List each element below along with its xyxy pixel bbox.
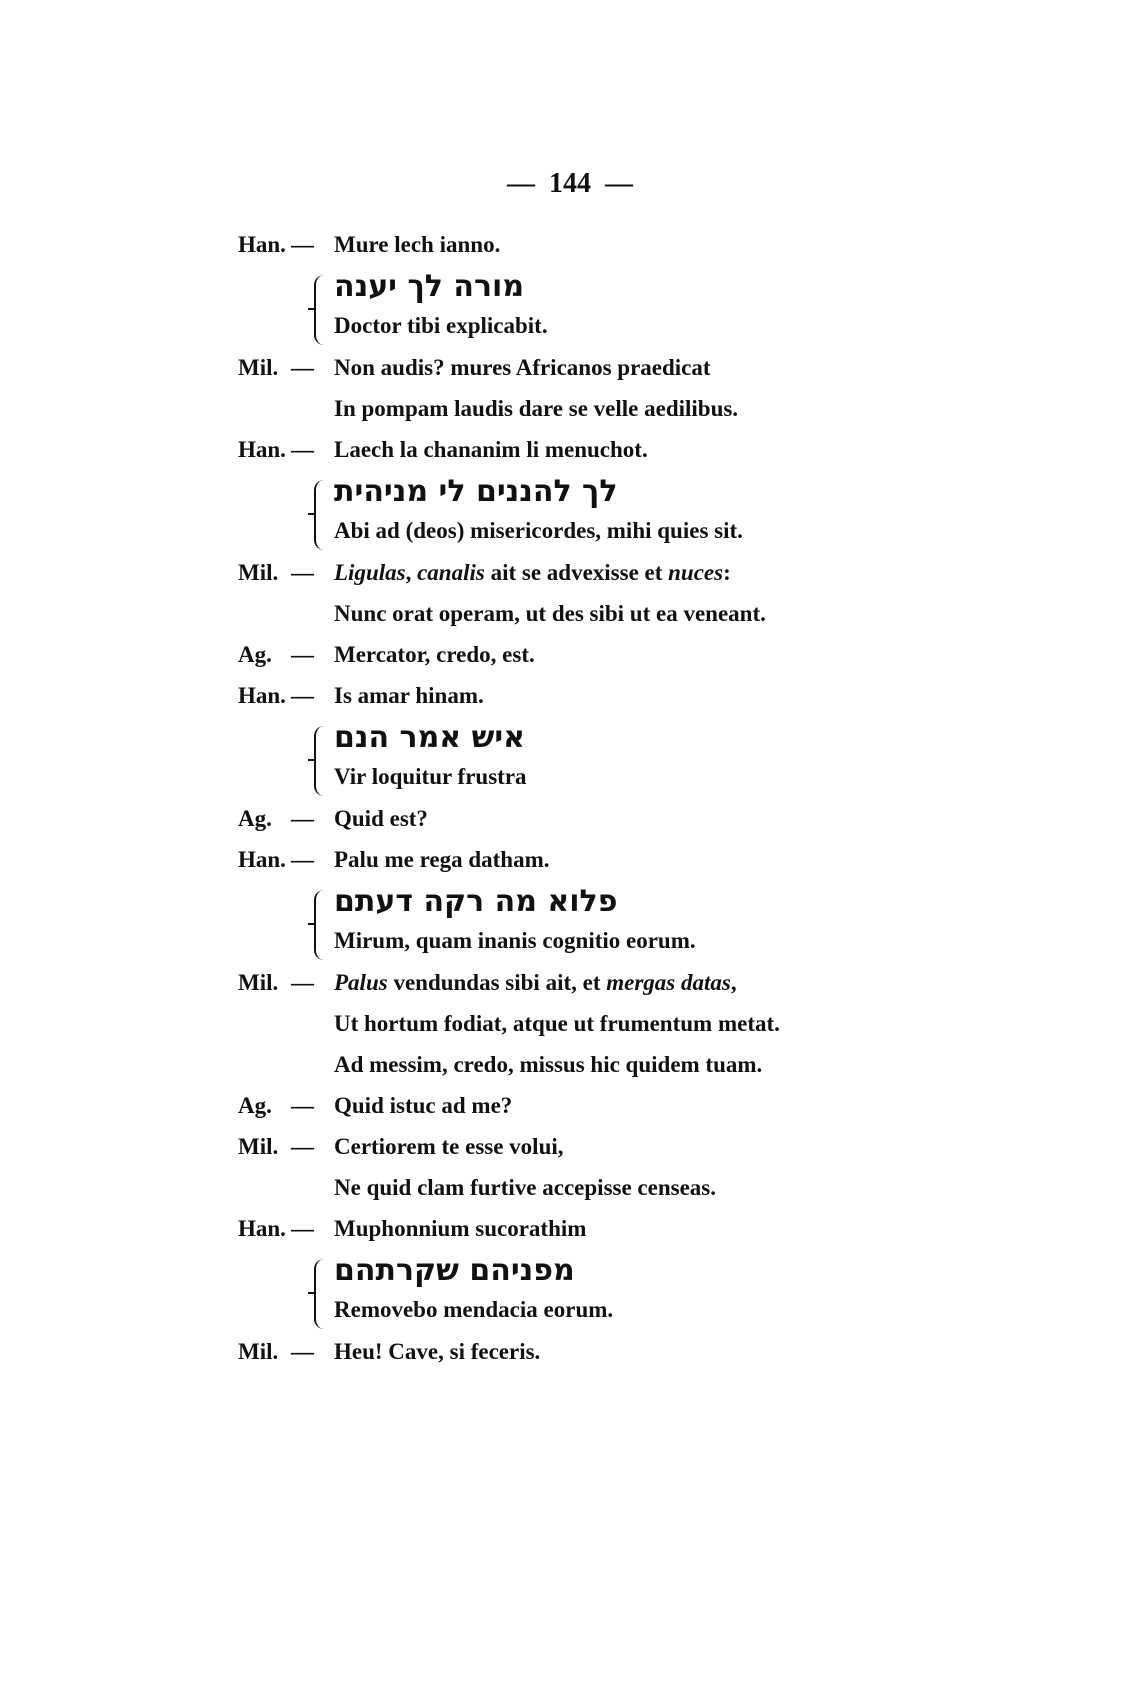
speaker: Han. — [238, 232, 286, 257]
hebrew-text: לך להננים לי מניהית — [334, 474, 618, 509]
brace-icon — [314, 275, 326, 345]
page-number-value: 144 — [549, 168, 591, 199]
speech-dash: — — [291, 970, 314, 995]
speaker: Han. — [238, 437, 286, 462]
line-text: Ligulas, canalis ait se advexisse et nuces: — [334, 560, 731, 585]
dialogue-line — [0, 1128, 1140, 1169]
line-text: Laech la chananim li menuchot. — [334, 437, 648, 462]
speech-dash: — — [291, 806, 314, 831]
italic-word: nuces — [668, 560, 724, 585]
speaker: Ag. — [238, 806, 272, 831]
latin-translation: Removebo mendacia eorum. — [334, 1297, 614, 1322]
dialogue-line — [0, 349, 1140, 390]
dialogue-line — [0, 677, 1140, 718]
latin-translation: Doctor tibi explicabit. — [334, 313, 548, 338]
dialogue-continuation — [0, 1169, 1140, 1210]
hebrew-gloss — [0, 472, 1140, 554]
brace-icon — [314, 726, 326, 796]
dialogue-line — [0, 1333, 1140, 1374]
page-number — [0, 168, 1140, 200]
speech-dash: — — [291, 1339, 314, 1364]
line-text: Quid istuc ad me? — [334, 1093, 513, 1118]
italic-word: canalis — [417, 560, 485, 585]
dialogue-block — [0, 226, 1140, 1374]
hebrew-gloss — [0, 267, 1140, 349]
line-text: Is amar hinam. — [334, 683, 484, 708]
line-text: Ut hortum fodiat, atque ut frumentum metat. — [334, 1011, 780, 1036]
hebrew-text: מורה לך יענה — [334, 269, 525, 304]
dialogue-line — [0, 1210, 1140, 1251]
speaker: Ag. — [238, 642, 272, 667]
line-text: Palus vendundas sibi ait, et mergas datas, — [334, 970, 737, 995]
speech-dash: — — [291, 1216, 314, 1241]
dialogue-line — [0, 1087, 1140, 1128]
speaker: Han. — [238, 847, 286, 872]
dialogue-line — [0, 800, 1140, 841]
dialogue-line — [0, 964, 1140, 1005]
line-text: Quid est? — [334, 806, 428, 831]
dialogue-continuation — [0, 1046, 1140, 1087]
line-text: In pompam laudis dare se velle aedilibus. — [334, 396, 739, 421]
brace-icon — [314, 480, 326, 550]
speaker: Ag. — [238, 1093, 272, 1118]
speech-dash: — — [291, 437, 314, 462]
speech-dash: — — [291, 1093, 314, 1118]
italic-word: Palus — [334, 970, 388, 995]
speech-dash: — — [291, 683, 314, 708]
line-text: Mure lech ianno. — [334, 232, 501, 257]
speaker: Han. — [238, 683, 286, 708]
latin-translation: Abi ad (deos) misericordes, mihi quies sit. — [334, 518, 743, 543]
brace-icon — [314, 890, 326, 960]
speaker: Mil. — [238, 970, 279, 995]
speaker: Mil. — [238, 1134, 279, 1159]
dialogue-continuation — [0, 595, 1140, 636]
italic-word: mergas datas — [606, 970, 731, 995]
line-text: Non audis? mures Africanos praedicat — [334, 355, 711, 380]
speaker: Han. — [238, 1216, 286, 1241]
dialogue-line — [0, 226, 1140, 267]
hebrew-gloss — [0, 1251, 1140, 1333]
hebrew-gloss — [0, 718, 1140, 800]
dialogue-line — [0, 636, 1140, 677]
speaker: Mil. — [238, 560, 279, 585]
line-text: Muphonnium sucorathim — [334, 1216, 587, 1241]
brace-icon — [314, 1259, 326, 1329]
hebrew-text: פלוא מה רקה דעתם — [334, 884, 618, 919]
line-text: Certiorem te esse volui, — [334, 1134, 564, 1159]
speech-dash: — — [291, 847, 314, 872]
speaker: Mil. — [238, 1339, 279, 1364]
speech-dash: — — [291, 232, 314, 257]
line-text: Heu! Cave, si feceris. — [334, 1339, 541, 1364]
line-text: Ne quid clam furtive accepisse censeas. — [334, 1175, 716, 1200]
speech-dash: — — [291, 1134, 314, 1159]
speech-dash: — — [291, 355, 314, 380]
dialogue-line — [0, 841, 1140, 882]
latin-translation: Vir loquitur frustra — [334, 764, 527, 789]
speech-dash: — — [291, 642, 314, 667]
italic-word: Ligulas — [334, 560, 406, 585]
dialogue-continuation — [0, 1005, 1140, 1046]
line-text: Nunc orat operam, ut des sibi ut ea veneant. — [334, 601, 766, 626]
latin-translation: Mirum, quam inanis cognitio eorum. — [334, 928, 696, 953]
dialogue-line — [0, 431, 1140, 472]
page-number-dash-right: — — [605, 168, 633, 199]
speaker: Mil. — [238, 355, 279, 380]
hebrew-text: מפניהם שקרתהם — [334, 1253, 575, 1288]
hebrew-gloss — [0, 882, 1140, 964]
line-text: Ad messim, credo, missus hic quidem tuam. — [334, 1052, 763, 1077]
speech-dash: — — [291, 560, 314, 585]
line-text: Palu me rega datham. — [334, 847, 550, 872]
dialogue-line — [0, 554, 1140, 595]
hebrew-text: איש אמר הנם — [334, 720, 526, 755]
page-number-dash-left: — — [507, 168, 535, 199]
line-text: Mercator, credo, est. — [334, 642, 535, 667]
dialogue-continuation — [0, 390, 1140, 431]
